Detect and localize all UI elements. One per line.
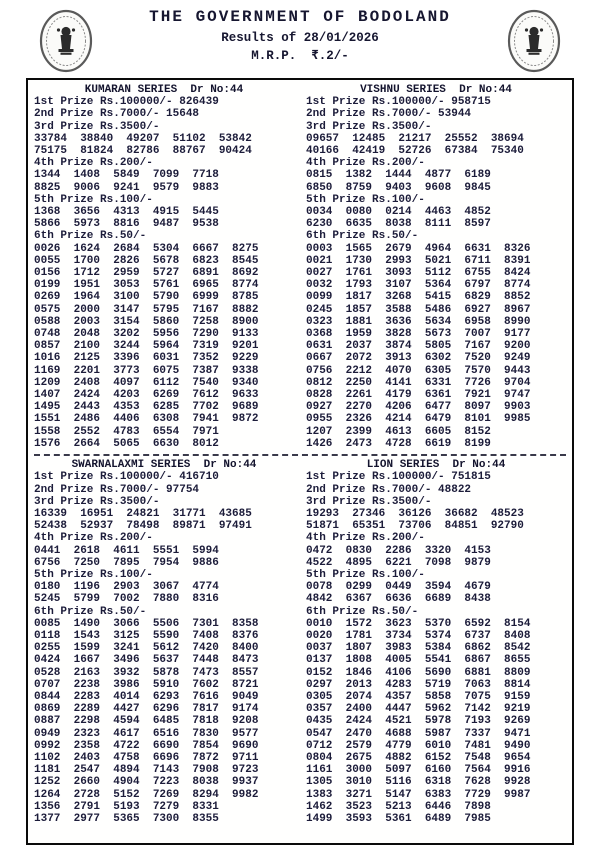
numbers-row: 0305 2074 4357 5858 7075 9159	[306, 690, 531, 703]
prize-label: 4th Prize Rs.200/-	[306, 157, 425, 170]
prize-line: 2nd Prize Rs.7000/- 97754	[34, 483, 200, 496]
numbers-row: 1426 2473 4728 6619 8199	[306, 437, 491, 450]
numbers-row: 0707 2238 3986 5910 7602 8721	[34, 678, 259, 691]
numbers-row: 0528 2163 3932 5878 7473 8557	[34, 666, 259, 679]
numbers-row: 0588 2003 3154 5860 7258 8900	[34, 315, 259, 328]
mrp-line: M.R.P. ₹.2/-	[251, 49, 349, 63]
prize-label: 3rd Prize Rs.3500/-	[306, 120, 432, 133]
numbers-row: 0828 2261 4179 6361 7921 9747	[306, 389, 531, 402]
numbers-row: 0245 1857 3588 5486 6927 8967	[306, 303, 531, 316]
numbers-row: 1181 2547 4894 7143 7908 9723	[34, 764, 259, 777]
prize-label: 6th Prize Rs.50/-	[306, 605, 419, 618]
numbers-row: 1356 2791 5193 7279 8331	[34, 800, 219, 813]
prize-line: 1st Prize Rs.100000/- 826439	[34, 96, 219, 109]
prize-line: 1st Prize Rs.100000/- 751815	[306, 471, 491, 484]
numbers-row: 1383 3271 5147 6383 7729 9987	[306, 788, 531, 801]
numbers-row: 1558 2552 4783 6554 7971	[34, 425, 219, 438]
numbers-row: 0869 2289 4427 6296 7817 9174	[34, 703, 259, 716]
dashed-separator	[34, 454, 566, 456]
prize-label: 4th Prize Rs.200/-	[34, 532, 153, 545]
numbers-row: 16339 16951 24821 31771 43685	[34, 507, 252, 520]
numbers-row: 1161 3000 5097 6160 7564 9916	[306, 764, 531, 777]
numbers-row: 1344 1408 5849 7099 7718	[34, 169, 219, 182]
prize-label: 5th Prize Rs.100/-	[306, 568, 425, 581]
numbers-row: 0804 2675 4882 6152 7548 9654	[306, 751, 531, 764]
numbers-row: 0032 1793 3107 5364 6797 8774	[306, 279, 531, 292]
numbers-row: 1551 2486 4406 6308 7941 9872	[34, 413, 259, 426]
prize-label: 3rd Prize Rs.3500/-	[34, 120, 160, 133]
numbers-row: 0712 2579 4779 6010 7481 9490	[306, 739, 531, 752]
numbers-row: 5866 5973 8816 9487 9538	[34, 218, 219, 231]
numbers-row: 0357 2400 4447 5962 7142 9219	[306, 703, 531, 716]
numbers-row: 4842 6367 6636 6689 8438	[306, 593, 491, 606]
numbers-row: 0323 1881 3636 5634 6958 8990	[306, 315, 531, 328]
numbers-row: 0199 1951 3053 5761 6965 8774	[34, 279, 259, 292]
numbers-row: 0667 2072 3913 6302 7520 9249	[306, 352, 531, 365]
numbers-row: 0010 1572 3623 5370 6592 8154	[306, 617, 531, 630]
numbers-row: 1264 2728 5152 7269 8294 9982	[34, 788, 259, 801]
top-half	[34, 84, 566, 450]
prize-label: 5th Prize Rs.100/-	[306, 193, 425, 206]
bottom-half	[34, 459, 566, 825]
series-header: SWARNALAXMI SERIES Dr No:44	[71, 459, 257, 472]
numbers-row: 0472 0830 2286 3320 4153	[306, 544, 491, 557]
numbers-row: 0156 1712 2959 5727 6891 8692	[34, 267, 259, 280]
numbers-row: 0055 1700 2826 5678 6823 8545	[34, 254, 259, 267]
numbers-row: 1016 2125 3396 6031 7352 9229	[34, 352, 259, 365]
numbers-row: 0748 2048 3202 5956 7290 9133	[34, 328, 259, 341]
numbers-row: 0026 1624 2684 5304 6667 8275	[34, 242, 259, 255]
series-header: VISHNU SERIES Dr No:44	[360, 84, 512, 96]
numbers-row: 0927 2270 4206 6477 8097 9903	[306, 401, 531, 414]
numbers-row: 6850 8759 9403 9608 9845	[306, 181, 491, 194]
numbers-row: 1169 2201 3773 6075 7387 9338	[34, 364, 259, 377]
numbers-row: 1495 2443 4353 6285 7702 9689	[34, 401, 259, 414]
numbers-row: 0137 1808 4005 5541 6867 8655	[306, 654, 531, 667]
numbers-row: 1377 2977 5365 7300 8355	[34, 812, 219, 825]
numbers-row: 6230 6635 8038 8111 8597	[306, 218, 491, 231]
numbers-row: 0815 1382 1444 4877 6189	[306, 169, 491, 182]
numbers-row: 0078 0299 0449 3594 4679	[306, 581, 491, 594]
prize-label: 6th Prize Rs.50/-	[34, 230, 147, 243]
prize-label: 3rd Prize Rs.3500/-	[34, 495, 160, 508]
numbers-row: 1368 3656 4313 4915 5445	[34, 206, 219, 219]
series-lion	[306, 459, 566, 825]
prize-label: 5th Prize Rs.100/-	[34, 193, 153, 206]
page-title: THE GOVERNMENT OF BODOLAND	[149, 8, 451, 26]
numbers-row: 1407 2424 4203 6269 7612 9633	[34, 389, 259, 402]
numbers-row: 4522 4895 6221 7098 9879	[306, 556, 491, 569]
numbers-row: 0368 1959 3828 5673 7007 9177	[306, 328, 531, 341]
numbers-row: 1576 2664 5065 6630 8012	[34, 437, 219, 450]
page-header	[0, 0, 600, 78]
numbers-row: 09657 12485 21217 25552 38694	[306, 132, 524, 145]
prize-label: 4th Prize Rs.200/-	[306, 532, 425, 545]
numbers-row: 0424 1667 3496 5637 7448 8473	[34, 654, 259, 667]
numbers-row: 1252 2660 4904 7223 8038 9937	[34, 776, 259, 789]
series-header: LION SERIES Dr No:44	[366, 459, 506, 472]
numbers-row: 0547 2470 4688 5987 7337 9471	[306, 727, 531, 740]
numbers-row: 0887 2298 4594 6485 7818 9208	[34, 715, 259, 728]
numbers-row: 1305 3010 5116 6318 7628 9928	[306, 776, 531, 789]
numbers-row: 0020 1781 3734 5374 6737 8408	[306, 629, 531, 642]
numbers-row: 0269 1964 3100 5790 6999 8785	[34, 291, 259, 304]
prize-label: 4th Prize Rs.200/-	[34, 157, 153, 170]
numbers-row: 0949 2323 4617 6516 7830 9577	[34, 727, 259, 740]
numbers-row: 0255 1599 3241 5612 7420 8400	[34, 642, 259, 655]
series-kumaran	[34, 84, 294, 450]
prize-line: 2nd Prize Rs.7000/- 48822	[306, 483, 472, 496]
numbers-row: 0844 2283 4014 6293 7616 9049	[34, 690, 259, 703]
prize-line: 2nd Prize Rs.7000/- 53944	[306, 108, 472, 121]
prize-label: 6th Prize Rs.50/-	[306, 230, 419, 243]
prize-line: 2nd Prize Rs.7000/- 15648	[34, 108, 200, 121]
numbers-row: 0441 2618 4611 5551 5994	[34, 544, 219, 557]
numbers-row: 0180 1196 2903 3067 4774	[34, 581, 219, 594]
numbers-row: 0297 2013 4283 5719 7063 8814	[306, 678, 531, 691]
numbers-row: 0003 1565 2679 4964 6631 8326	[306, 242, 531, 255]
numbers-row: 1102 2403 4758 6696 7872 9711	[34, 751, 259, 764]
numbers-row: 0152 1846 4106 5690 6881 8809	[306, 666, 531, 679]
numbers-row: 0631 2037 3874 5805 7167 9200	[306, 340, 531, 353]
prize-label: 6th Prize Rs.50/-	[34, 605, 147, 618]
numbers-row: 19293 27346 36126 36682 48523	[306, 507, 524, 520]
results-date: Results of 28/01/2026	[221, 31, 379, 45]
series-swarnalaxmi	[34, 459, 294, 825]
numbers-row: 0435 2424 4521 5978 7193 9269	[306, 715, 531, 728]
series-header: KUMARAN SERIES Dr No:44	[84, 84, 244, 96]
numbers-row: 40166 42419 52726 67384 75340	[306, 145, 524, 158]
numbers-row: 6756 7250 7895 7954 9886	[34, 556, 219, 569]
numbers-row: 8825 9006 9241 9579 9883	[34, 181, 219, 194]
numbers-row: 0027 1761 3093 5112 6755 8424	[306, 267, 531, 280]
numbers-row: 0118 1543 3125 5590 7408 8376	[34, 629, 259, 642]
prize-line: 1st Prize Rs.100000/- 416710	[34, 471, 219, 484]
numbers-row: 0037 1807 3983 5384 6862 8542	[306, 642, 531, 655]
prize-label: 3rd Prize Rs.3500/-	[306, 495, 432, 508]
numbers-row: 1209 2408 4097 6112 7540 9340	[34, 376, 259, 389]
numbers-row: 0857 2100 3244 5964 7319 9201	[34, 340, 259, 353]
numbers-row: 51871 65351 73706 84851 92790	[306, 520, 524, 533]
numbers-row: 1499 3593 5361 6489 7985	[306, 812, 491, 825]
numbers-row: 1462 3523 5213 6446 7898	[306, 800, 491, 813]
numbers-row: 0992 2358 4722 6690 7854 9690	[34, 739, 259, 752]
numbers-row: 0099 1817 3268 5415 6829 8852	[306, 291, 531, 304]
numbers-row: 0085 1490 3066 5506 7301 8358	[34, 617, 259, 630]
numbers-row: 0034 0080 0214 4463 4852	[306, 206, 491, 219]
numbers-row: 1207 2399 4613 6605 8152	[306, 425, 491, 438]
numbers-row: 0756 2212 4070 6305 7570 9443	[306, 364, 531, 377]
numbers-row: 0955 2326 4214 6479 8101 9985	[306, 413, 531, 426]
state-emblem-icon	[506, 9, 562, 73]
numbers-row: 52438 52937 78498 89871 97491	[34, 520, 252, 533]
numbers-row: 0812 2250 4141 6331 7726 9704	[306, 376, 531, 389]
prize-label: 5th Prize Rs.100/-	[34, 568, 153, 581]
series-vishnu	[306, 84, 566, 450]
numbers-row: 0575 2000 3147 5795 7167 8882	[34, 303, 259, 316]
numbers-row: 33784 38840 49207 51102 53842	[34, 132, 252, 145]
numbers-row: 0021 1730 2993 5021 6711 8391	[306, 254, 531, 267]
numbers-row: 75175 81824 82786 88767 90424	[34, 145, 252, 158]
results-box	[26, 78, 574, 845]
prize-line: 1st Prize Rs.100000/- 958715	[306, 96, 491, 109]
numbers-row: 5245 5799 7002 7880 8316	[34, 593, 219, 606]
